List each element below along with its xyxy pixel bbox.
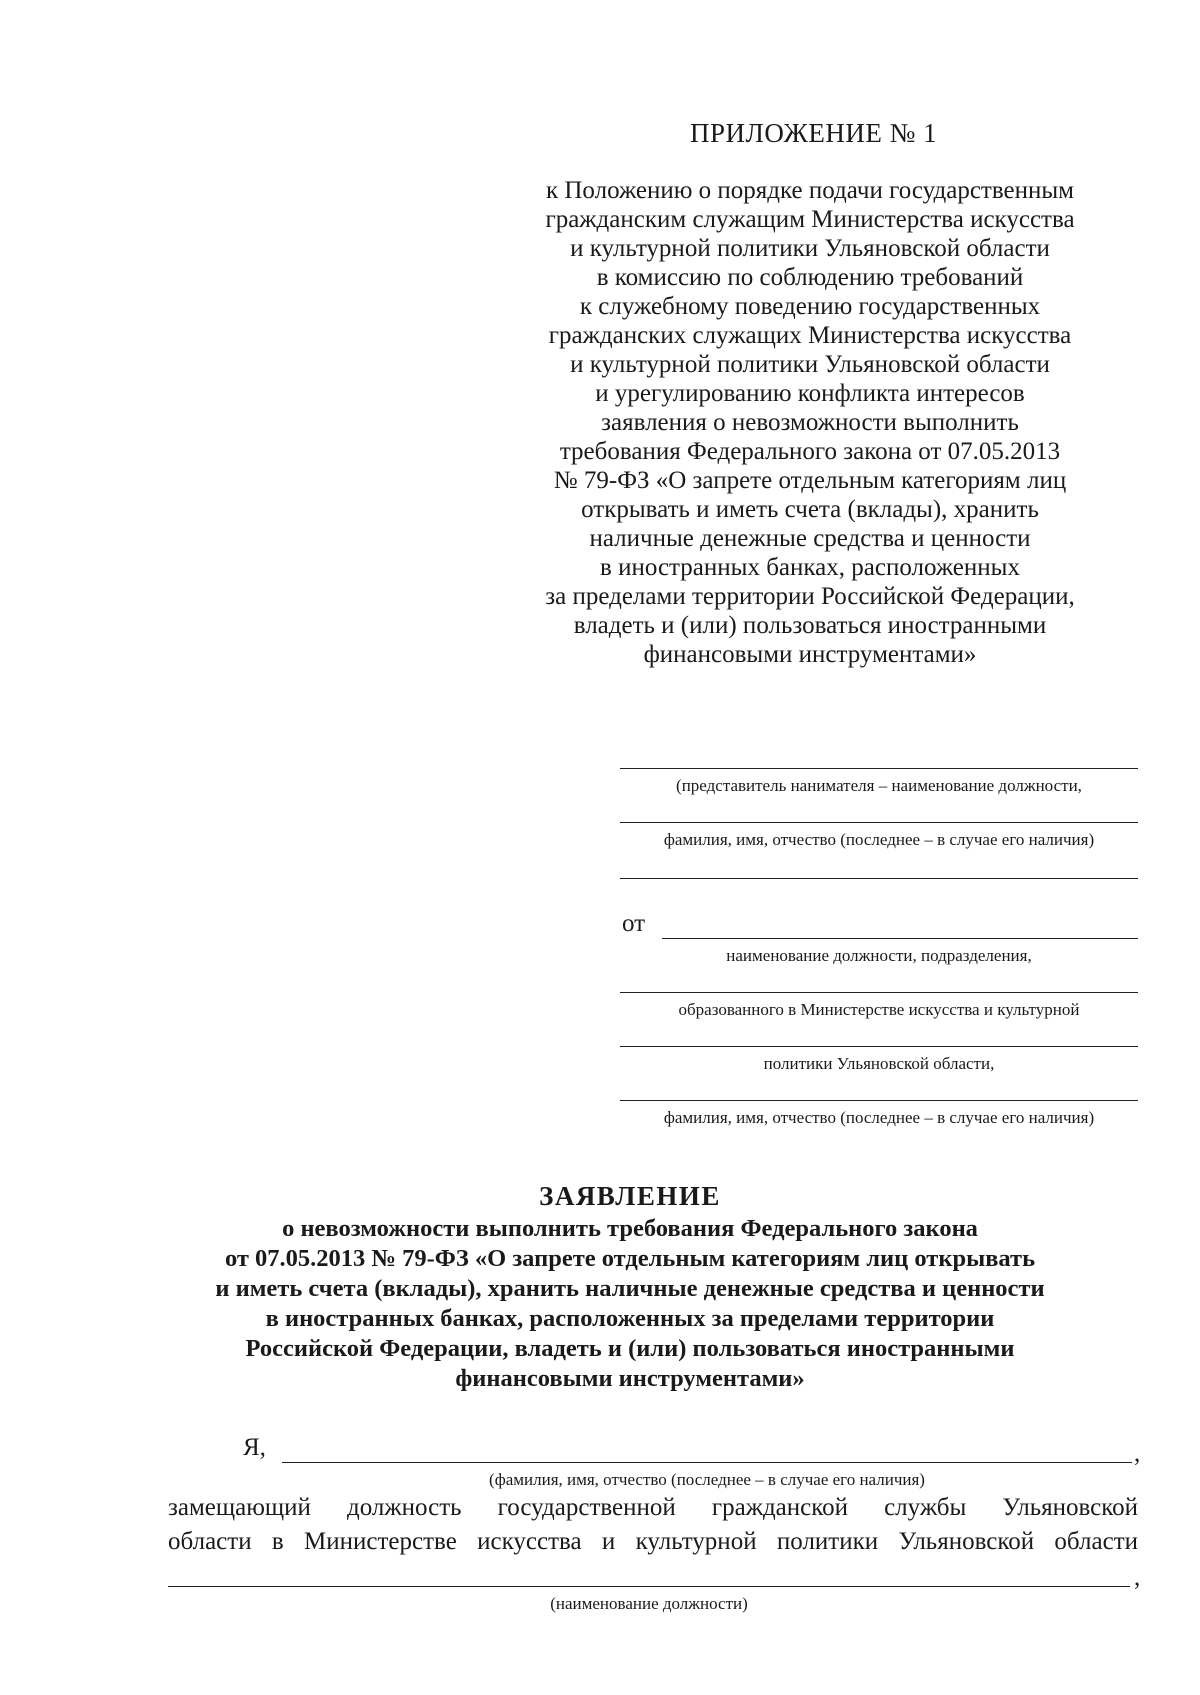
statement-subtitle-line: от 07.05.2013 № 79-ФЗ «О запрете отдельным категориям лиц открывать	[224, 1245, 1036, 1272]
sender-field-line-4[interactable]	[620, 1100, 1138, 1101]
preamble-line: и урегулированию конфликта интересов	[595, 380, 1025, 407]
addressee-caption-name: фамилия, имя, отчество (последнее – в случае его наличия)	[663, 830, 1095, 849]
sender-field-line-3[interactable]	[620, 1046, 1138, 1047]
addressee-field-line-1[interactable]	[620, 768, 1138, 769]
addressee-caption-position: (представитель нанимателя – наименование должности,	[676, 776, 1082, 795]
statement-subtitle-line: о невозможности выполнить требования Федерального закона	[282, 1215, 978, 1242]
applicant-position-field[interactable]	[168, 1586, 1130, 1587]
body-line-2: области в Министерстве искусства и культурной политики Ульяновской области	[168, 1528, 1138, 1555]
name-comma: ,	[1134, 1440, 1141, 1467]
preamble-line: открывать и иметь счета (вклады), хранить	[581, 496, 1039, 523]
sender-caption-region: политики Ульяновской области,	[763, 1054, 995, 1073]
addressee-field-line-3[interactable]	[620, 878, 1138, 879]
statement-subtitle-line: и иметь счета (вклады), хранить наличные денежные средства и ценности	[215, 1275, 1045, 1302]
appendix-preamble	[520, 176, 1100, 669]
preamble-line: и культурной политики Ульяновской области	[570, 235, 1050, 262]
sender-caption-position: наименование должности, подразделения,	[726, 946, 1032, 965]
preamble-line: заявления о невозможности выполнить	[601, 409, 1019, 436]
statement-heading	[150, 1178, 1110, 1394]
i-label: Я,	[243, 1434, 266, 1461]
preamble-line: № 79-ФЗ «О запрете отдельным категориям лиц	[553, 467, 1067, 494]
preamble-line: требования Федерального закона от 07.05.2013	[559, 438, 1061, 465]
preamble-line: и культурной политики Ульяновской области	[570, 351, 1050, 378]
from-label: от	[622, 910, 646, 937]
sender-field-line-2[interactable]	[620, 992, 1138, 993]
sender-field-line-1[interactable]	[662, 938, 1138, 939]
preamble-line: владеть и (или) пользоваться иностранными	[573, 612, 1047, 639]
sender-caption-ministry: образованного в Министерстве искусства и культурной	[678, 1000, 1080, 1019]
preamble-line: к Положению о порядке подачи государственным	[545, 177, 1074, 204]
preamble-line: гражданских служащих Министерства искусства	[548, 322, 1072, 349]
preamble-line: к служебному поведению государственных	[579, 293, 1041, 320]
body-line-1: замещающий должность государственной гражданской службы Ульяновской	[168, 1494, 1138, 1521]
sender-caption-name: фамилия, имя, отчество (последнее – в случае его наличия)	[663, 1108, 1095, 1127]
addressee-field-line-2[interactable]	[620, 822, 1138, 823]
statement-subtitle-line: в иностранных банках, расположенных за пределами территории	[265, 1305, 995, 1332]
statement-subtitle-line: Российской Федерации, владеть и (или) пользоваться иностранными	[245, 1335, 1015, 1362]
applicant-position-caption: (наименование должности)	[550, 1594, 748, 1613]
preamble-line: гражданским служащим Министерства искусства	[545, 206, 1075, 233]
applicant-name-caption: (фамилия, имя, отчество (последнее – в случае его наличия)	[489, 1470, 925, 1489]
applicant-name-field[interactable]	[282, 1462, 1132, 1463]
statement-subtitle-line: финансовыми инструментами»	[455, 1365, 805, 1392]
appendix-title: ПРИЛОЖЕНИЕ № 1	[690, 118, 938, 148]
preamble-line: в иностранных банках, расположенных	[600, 554, 1020, 581]
preamble-line: в комиссию по соблюдению требований	[596, 264, 1024, 291]
preamble-line: за пределами территории Российской Федерации,	[545, 583, 1075, 610]
position-comma: ,	[1134, 1564, 1141, 1591]
statement-title: ЗАЯВЛЕНИЕ	[539, 1181, 721, 1211]
preamble-line: финансовыми инструментами»	[643, 641, 977, 668]
preamble-line: наличные денежные средства и ценности	[589, 525, 1031, 552]
